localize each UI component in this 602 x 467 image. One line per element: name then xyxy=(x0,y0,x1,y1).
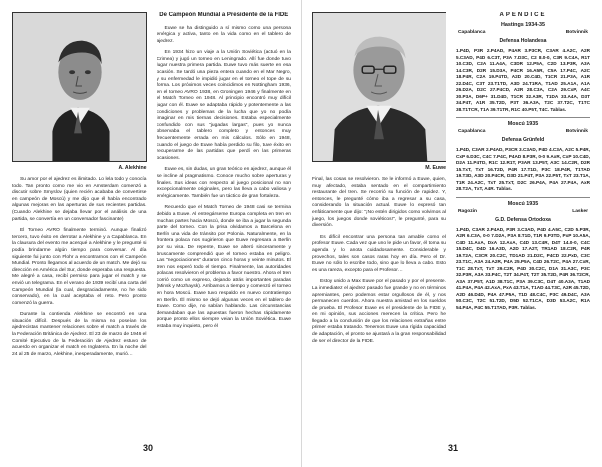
white-player: Ragozin xyxy=(458,208,478,214)
white-player: Capablanca xyxy=(458,30,486,35)
divider xyxy=(456,197,590,198)
right-narrative-paragraph-3: Estoy unido a Max Euwe por el pasado y por el presente. La inmediatez el ajedrez pasado fue grande y no en términos apremiantes, pero podemos estar orgullosos de él, y nos permanecen cuerdos. Ahora nuestra amistad en los sueldos de prueba. El Profesor Euwe es el presidente de la FIDE y, en mi opinión, sus acciones merecen la crítica. Pero he llegado a la conclusión de que los relaciones extrañas entre primer estaba tratando. Tenemos Euwe una rígida capacidad de adaptación, el pronto se ajustará a la gran responsabilidad de ser el director de la FIDE. xyxy=(312,279,446,344)
game-moscow-capablanca xyxy=(456,121,590,193)
game-event-title: Moscú 1935 xyxy=(507,200,539,207)
right-page xyxy=(301,0,602,467)
game-event-title: Hastings 1934-35 xyxy=(500,22,546,28)
left-page-column-1 xyxy=(12,12,147,432)
left-col2-paragraph-3: Euwe es, sin dudas, un gran teórico en ajedrez, aunque él se incline al pragmatismo. Conoce mucho sobre aperturas y finales. Sus ideas con respecto al juego posicional no son excepcionalmente originales, pero las lleva a cabo valiosa y enérgicamente. También fue un táctico de gran fortaleza. xyxy=(156,167,291,199)
black-player: Botvinnik xyxy=(565,30,588,35)
left-col1-paragraph-1: Su amor por el ajedrez es ilimitado. Lo lela todo y conocía todo. Tan pronto como me vio en Amsterdam comenzó a discutir sobre Smyslov (quien recién acababa de convertirse en campeón de Moscú) y me dijo que él había encontrado algunas mejoras en las aperturas de sus recientes partidas. (Cuando Alekhine se dejaba llevar por el análisis de una partida, se convertía en un conversador fascinante) xyxy=(12,177,147,222)
alekhine-portrait-photo xyxy=(12,12,147,162)
game-opening: Defensa Grünfeld xyxy=(501,137,545,143)
left-col1-paragraph-2: El Torneo AVRO finalmente terminó. Aunque finalizó tercero, tuvo éxito en derrotar a Alekhine y a Capablanca. En la clausura del evento me acerqué a Alekhine y le pregunté si podía brindarme algún tiempo para conversar. Al día siguiente fui junto con Flohr a encontrarnos con el Campeón Mundial. Pronto llegamos al acuerdo de un match. Me dejó su dirección en América del Sur, donde esperaba una respuesta. Me alegré a casa, recibí permiso para jugar el match y se envió un telegrama. En el verano de 1939 recibí una carta del Campeón Mundial (la cual, desgraciadamente, no he sido conservado), en la cual aceptaba el reto. Pero pronto comenzó la guerra. xyxy=(12,228,147,306)
game-moves: 1.P4D, C3AR 2.P4AD, P3R 3.C3AD, P4D 4.A5C, C2D 5.P3R, A2R 6.C3A, 0-0 7.D2A, P3A 8.T1D, T1R 9.P3TD, PxP 10.A5A, C4D 11.AxA, DxA 12.AxA, C4D 13.C4R, D4T 14.0-0, C4C 15.D4C, D4D 16.A3D, A2D 17.A2T, TR1AD 18.C2R, P4R 19.T2A, C3CR 20.C2C, TD1AD 21.D2C, P4CD 22.PxD, C3C 23.T1C, A3A 24.A2R, P4A 25.P5A, C4D 26.T2C, P4A 27.CxR, T1C 28.TxT, TxT 29.C2R, P4D 30.C2C, D1A 31.A3C, P3C 32.P3R, A3A 33.P4C, T2T 34.P4T, T2T 35.T2D, P4R 36.T2CR, A3A 37.P5T, A1D 38.T1C, P3A 39.C3C, D4T 40.A3A, T1AD 41.P4A, P4A 42.AxA, PxA 43.T1A, T1AD 44.T3C, A2R 45.T2D, A2D 46.D4D, P4A 47.P5A, T1D 48.C4C, P3C 49.D4C, A3A 50.C3C, T2C 51.T2D, D5D 52.T1CA, D3D 53.A2C, R1A 54.P4A, P4C 55.T1TAD, P3R. Tablas. xyxy=(456,226,590,310)
game-event-title: Moscú 1935 xyxy=(507,121,539,127)
divider xyxy=(456,117,590,118)
page-number-left: 30 xyxy=(143,443,154,453)
game-opening: Defensa Holandesa xyxy=(499,38,547,44)
appendix-title: APENDICE xyxy=(499,12,547,18)
white-player: Capablanca xyxy=(458,129,486,134)
game-moscow-ragozin xyxy=(456,201,590,312)
section-heading: De Campeón Mundial a Presidente de la FIDE xyxy=(159,12,289,18)
game-moves: 1.P4D, C3AR 2.P4AD, P3CR 3.C3AD, P4D 4.C3A, A2C 5.P4R, CxP 6.D3C, C4C 7.P4C, P4AD 8.P3R, 0-0 9.AxR, CxP 10.C4D, D2A 11.P4TD, R1C 12.R1T, P3AR 13.P5T, A3C 14.C2R, D2R 15.TxT, TxT 16.T2D, P4R 17.T1D, P3C 18.P4R, T1TAD 19.T3D, A3D 20.P4CR, D3D 21.P4T, P3A 22.P5T, TxT 23.T1A, T1R 24.A2C, TxT 25.TxT, D2C 26.P4A, P4A 27.P4A, AxR 28.T2A, TxT, A4R. Tablas. xyxy=(456,147,590,191)
left-col2-paragraph-1: Euwe se ha distinguido a sí mismo como una persona enérgica y activa, tanto en la vida como en el tablero de ajedrez. xyxy=(156,25,291,44)
right-narrative-paragraph-1: Final, las cosas se resolvieron. Se le informó a Euwe, quien, muy afectado, estaba sentado en el compartimiento restaurante del tren. Se recorrió su función de rapidez. Y, entonces, le pregunté cómo iba a regresar a su casa, considerando la situación actual. Euwe lo expresó tan enfáticamente que dijo: "¡No estén dirigidos como volvimos al juego, los juegos donde soviéticos!", le pregunté, para su diversión. xyxy=(312,177,446,229)
alekhine-photo-caption: A. Alekhine xyxy=(118,165,147,171)
page-number-right: 31 xyxy=(448,443,459,453)
left-page-column-2 xyxy=(157,12,292,432)
right-narrative-paragraph-2: Es difícil encontrar una persona tan amable como el profesor Euwe. Cada vez que uno le pide un favor, él toma su agenda y lo anota cuidadosamente. Considerable y provechos, tales son casos raras hoy en día. Pero el Dr. Euwe no sólo lo escribe todo, sino que lo lleva a cabo. Esto es una rareza, excepto para el Profesor… xyxy=(312,234,446,273)
right-page-column-2 xyxy=(456,12,590,432)
black-player: Botvinnik xyxy=(565,129,588,134)
left-col2-paragraph-4: Recuerdo que el Match Torneo de 1948 casi se termina debido a Euwe. Al entregárseme Europa completa en tren en muchas partes hacia Moscú, donde se iba a jugar la segunda parte del torneo. Con la prisa olvidamos a Barcelona en Berlín una vida de tránsito por Polonia. Naturalmente, en la frontera polaca nos sugirieron que Euwe regresara a Berlín por su visa. De repente, Euwe se alteró sinceramente y bruscamente comprendió que el torneo estaba en peligro. Las "negociaciones" duraron cinco horas y veinte minutos. El tren nos esperó todo el tiempo. Finalmente, las autoridades polacas resolvieron el problema a favor nuestro. Ahora el tren corrió como un expreso, dejando atrás importantes paradas (Minsk y Mozhaysk). Arribamos a tiempo y comenzó el torneo en hora Moscú. Euwe tuvo respaldo en nuevo contratiempo en Berlín. Él mismo se dejó algunas veces en el tablero de Euwe. Como dije, no sabían hablando. Las circunstancias demandaban que las apuestas fueron hechas rápidamente porque pronto ellos siempre veian la Unión Soviética. Euwe estaba muy inquieto, pero él xyxy=(156,205,291,330)
right-page-column-1 xyxy=(312,12,446,432)
game-players xyxy=(456,209,590,214)
black-player: Lasker xyxy=(572,208,588,214)
game-players xyxy=(456,129,590,134)
left-col2-paragraph-2: En 1934 hizo un viaje a la Unión Soviética (actuó en la Crimea) y jugó un torneo en Leningrado. Allí fue donde tuvo lugar nuestra primera partida. Euwe tuvo más suerte en esa ocasión. Se tardó una pieza entera cuando en el Mar Negro, y su enfermedad le impidió jugar en el torneo el tope de su forma. Los próximos veces coincidimos en Nottingham 1936, en el torneo AVRO 1938, en Groningen 1946 y finalmente en el Match Torneo en 1948. Al principio encontró muy difícil jugar con él. Euwe se adaptaba rápido y potentemente a las condiciones y problemas de la lucha que yo no podía imaginar en mis tiernas decisiones. Estaba especialmente confundido con sus "jugadas largas", pues yo nunca observaba el tablero completo y entonces muy frecuentemente errada en mis cálculos. Sólo en 1948, cuando el juego de Euwe había perdido su filo, tuve éxito en recuperarme de las partidas que perdí en las primeras ocasiones. xyxy=(156,50,291,161)
game-opening: G.D. Defensa Ortodoxa xyxy=(495,216,551,223)
game-hastings xyxy=(456,22,590,113)
game-moves: 1.P4D, P3R 2.P4AD, P4AR 3.P3CR, C3AR 4.A2C, A2R 5.C3AD, P4D 6.C3T, P3A 7.D3C, C2 8.0-0, C3R 9.C4A, R1T 10.C3D, C2A 11.A4A, C3DR 12.P5A, C2D 13.P3R, A3A 14.C3R, D2R 15.D3A, P4CR 16.A5R, C5A 17.P4C, A2C 18.P4R, C2A 19.P4TD, A2D 20.C4D, T1CR 21.P3A, A1R 22.D4C, C3T 23.T1TD, A3D 24.T1RA, T1AD 25.A1A, A1A 26.D2A, D2C 27.P4CD, A2R 28.C3A, C2A 29.CxP, A4C 30.P3A, D6P+ 31.D4D, T1CR 32.A3R, T1DA 33.A4A, D3T 34.P4T, A1R 35.T2D, P3T 36.A3A, T2C 37.T2C, T1TC 38.T1TCR, T1A 39.T1TR, R1C 40.P5T, T4C. Tablas. xyxy=(456,48,590,112)
left-col1-paragraph-3: Durante la contienda Alekhine se encontró en una situación difícil. Después de la misma no poseían los ajedrecistas mantener relaciones sobre el match a través de la Federación Británica de Ajedrez. El 23 de marzo de 1946 el Comité Ejecutivo de la Federación de Ajedrez estuvo de acuerdo en organizar el match en Inglaterra. En la noche del 24 al 25 de marzo, Alekhine, inesperadamente, murió… xyxy=(12,312,147,357)
euwe-portrait-photo xyxy=(312,12,446,162)
game-players xyxy=(456,30,590,35)
euwe-photo-caption: M. Euwe xyxy=(425,165,446,171)
